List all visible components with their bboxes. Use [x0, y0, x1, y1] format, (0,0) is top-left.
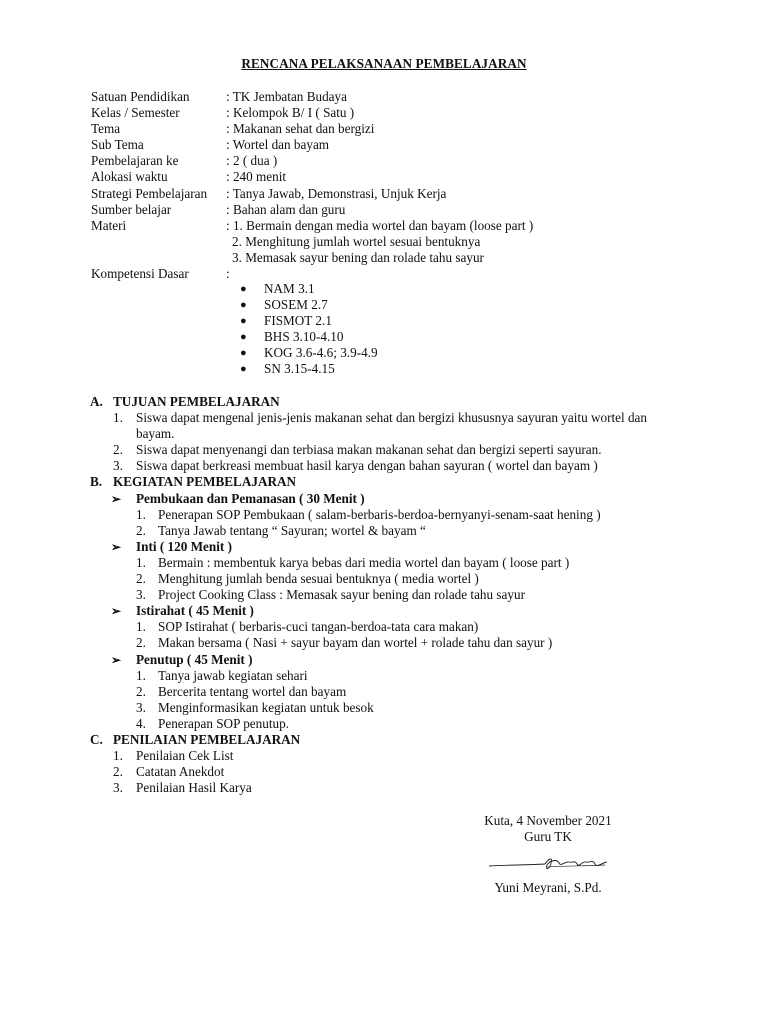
- bullet-icon: ●: [240, 363, 247, 376]
- identity-row: [91, 105, 711, 121]
- list-text: Makan bersama ( Nasi + sayur bayam dan wortel + rolade tahu dan sayur ): [158, 635, 553, 651]
- list-item: [90, 458, 730, 474]
- list-text: Bercerita tentang wortel dan bayam: [158, 683, 347, 699]
- list-item: [90, 523, 730, 539]
- list-text: Project Cooking Class : Memasak sayur bening dan rolade tahu sayur: [158, 587, 525, 603]
- identity-label: Kompetensi Dasar: [91, 266, 189, 282]
- identity-row: [91, 250, 711, 266]
- list-item: [90, 668, 730, 684]
- list-number: 2.: [136, 683, 146, 699]
- list-item: [90, 764, 730, 780]
- bullet-icon: ●: [240, 283, 247, 295]
- list-item: [90, 555, 730, 571]
- place-date: Kuta, 4 November 2021: [484, 813, 612, 828]
- identity-value: :: [226, 266, 230, 282]
- arrow-right-icon: ➢: [111, 539, 122, 554]
- list-item: [90, 507, 730, 523]
- identity-value: 2. Menghitung jumlah wortel sesuai bentuknya: [232, 233, 481, 249]
- list-text: Bermain : membentuk karya bebas dari media wortel dan bayam ( loose part ): [158, 554, 570, 570]
- list-text: Siswa dapat mengenal jenis-jenis makanan sehat dan bergizi khususnya sayuran yaitu wortel dan bayam.: [136, 410, 647, 442]
- identity-row: [91, 121, 711, 137]
- identity-value: : 240 menit: [226, 169, 287, 185]
- identity-label: Alokasi waktu: [91, 169, 168, 185]
- kompetensi-text: FISMOT 2.1: [264, 313, 332, 329]
- bullet-icon: ●: [240, 331, 247, 344]
- list-text: Tanya Jawab tentang “ Sayuran; wortel & bayam “: [158, 522, 426, 538]
- sections: [90, 394, 730, 796]
- list-number: 2.: [113, 442, 123, 458]
- identity-row: [91, 169, 711, 185]
- list-text: SOP Istirahat ( berbaris-cuci tangan-berdoa-tata cara makan): [158, 619, 479, 635]
- identity-row: [91, 202, 711, 218]
- arrow-right-icon: ➢: [111, 491, 122, 506]
- bullet-icon: ●: [240, 347, 247, 360]
- identity-label: Pembelajaran ke: [91, 153, 179, 169]
- activity-group-title: Istirahat ( 45 Menit ): [136, 603, 254, 619]
- identity-value: : Tanya Jawab, Demonstrasi, Unjuk Kerja: [226, 185, 447, 201]
- activity-group-title: Penutup ( 45 Menit ): [136, 651, 253, 667]
- document-title: RENCANA PELAKSANAAN PEMBELAJARAN: [241, 56, 527, 71]
- kompetensi-text: SN 3.15-4.15: [264, 361, 335, 377]
- list-number: 2.: [136, 522, 146, 538]
- activity-group-title: Pembukaan dan Pemanasan ( 30 Menit ): [136, 490, 365, 506]
- activity-group-heading: [90, 603, 730, 619]
- handwritten-signature: [487, 852, 612, 876]
- list-text: Menginformasikan kegiatan untuk besok: [158, 699, 374, 715]
- activity-group-heading: [90, 539, 730, 555]
- kompetensi-text: KOG 3.6-4.6; 3.9-4.9: [264, 345, 378, 361]
- list-number: 2.: [136, 635, 146, 651]
- section-b-heading: [90, 474, 730, 490]
- list-number: 4.: [136, 715, 146, 731]
- list-text: Siswa dapat berkreasi membuat hasil karya dengan bahan sayuran ( wortel dan bayam ): [136, 458, 598, 474]
- list-item: [90, 716, 730, 732]
- list-number: 1.: [136, 619, 146, 635]
- identity-row: [91, 153, 711, 169]
- list-text: Siswa dapat menyenangi dan terbiasa makan makanan sehat dan bergizi seperti sayuran.: [136, 442, 602, 458]
- identity-label: Sub Tema: [91, 137, 144, 153]
- list-text: Catatan Anekdot: [136, 764, 225, 780]
- list-text: Penilaian Cek List: [136, 748, 234, 764]
- list-number: 1.: [113, 748, 123, 764]
- identity-row: [91, 137, 711, 153]
- list-number: 1.: [136, 554, 146, 570]
- section-a-heading: [90, 394, 730, 410]
- identity-value: : 1. Bermain dengan media wortel dan bayam (loose part ): [226, 217, 534, 233]
- list-number: 1.: [136, 506, 146, 522]
- identity-row: [91, 218, 711, 234]
- list-text: Penerapan SOP penutup.: [158, 715, 289, 731]
- list-item: [90, 684, 730, 700]
- identity-table: [91, 89, 711, 282]
- activity-group-heading: [90, 652, 730, 668]
- list-text: Menghitung jumlah benda sesuai bentuknya ( media wortel ): [158, 571, 479, 587]
- identity-value: : 2 ( dua ): [226, 153, 278, 169]
- list-text: Penerapan SOP Pembukaan ( salam-berbaris-berdoa-bernyanyi-senam-saat hening ): [158, 506, 601, 522]
- identity-value: : Makanan sehat dan bergizi: [226, 121, 375, 137]
- list-text: Tanya jawab kegiatan sehari: [158, 667, 308, 683]
- bullet-icon: ●: [240, 315, 247, 328]
- list-number: 1.: [113, 410, 123, 426]
- arrow-right-icon: ➢: [111, 652, 122, 667]
- kompetensi-text: NAM 3.1: [264, 281, 315, 296]
- kompetensi-text: BHS 3.10-4.10: [264, 329, 344, 345]
- section-letter: A.: [90, 394, 103, 409]
- identity-row: [91, 234, 711, 250]
- list-item: [90, 571, 730, 587]
- section-title: PENILAIAN PEMBELAJARAN: [113, 731, 301, 747]
- section-title: TUJUAN PEMBELAJARAN: [113, 394, 280, 409]
- activity-group-heading: [90, 491, 730, 507]
- list-item: [90, 442, 730, 458]
- list-number: 2.: [136, 571, 146, 587]
- list-item: [90, 410, 730, 442]
- identity-label: Tema: [91, 121, 121, 137]
- section-letter: B.: [90, 474, 103, 490]
- list-item: [90, 780, 730, 796]
- list-item: [90, 587, 730, 603]
- list-item: [90, 619, 730, 635]
- section-title: KEGIATAN PEMBELAJARAN: [113, 474, 297, 490]
- list-item: [90, 635, 730, 651]
- list-number: 2.: [113, 764, 123, 780]
- identity-label: Strategi Pembelajaran: [91, 185, 208, 201]
- signature-block: [448, 813, 648, 845]
- identity-value: : Kelompok B/ I ( Satu ): [226, 105, 355, 121]
- section-letter: C.: [90, 731, 103, 747]
- identity-value: : TK Jembatan Budaya: [226, 89, 347, 104]
- bullet-icon: ●: [240, 299, 247, 312]
- identity-value: 3. Memasak sayur bening dan rolade tahu sayur: [232, 249, 484, 265]
- identity-label: Materi: [91, 217, 127, 233]
- list-item: [90, 748, 730, 764]
- list-number: 3.: [136, 699, 146, 715]
- identity-row: [91, 186, 711, 202]
- section-c-heading: [90, 732, 730, 748]
- signer-name: Yuni Meyrani, S.Pd.: [494, 880, 602, 895]
- list-item: [90, 700, 730, 716]
- activity-group-title: Inti ( 120 Menit ): [136, 538, 232, 554]
- identity-row: [91, 266, 711, 282]
- identity-row: [91, 89, 711, 105]
- identity-label: Sumber belajar: [91, 201, 172, 217]
- arrow-right-icon: ➢: [111, 604, 122, 619]
- list-number: 3.: [136, 587, 146, 603]
- list-number: 1.: [136, 667, 146, 683]
- identity-value: : Wortel dan bayam: [226, 137, 330, 153]
- identity-label: Satuan Pendidikan: [91, 89, 190, 104]
- identity-value: : Bahan alam dan guru: [226, 201, 346, 217]
- list-number: 3.: [113, 780, 123, 796]
- signer-role: Guru TK: [524, 829, 572, 845]
- list-text: Penilaian Hasil Karya: [136, 780, 252, 796]
- identity-label: Kelas / Semester: [91, 105, 180, 121]
- list-number: 3.: [113, 458, 123, 474]
- kompetensi-text: SOSEM 2.7: [264, 297, 328, 313]
